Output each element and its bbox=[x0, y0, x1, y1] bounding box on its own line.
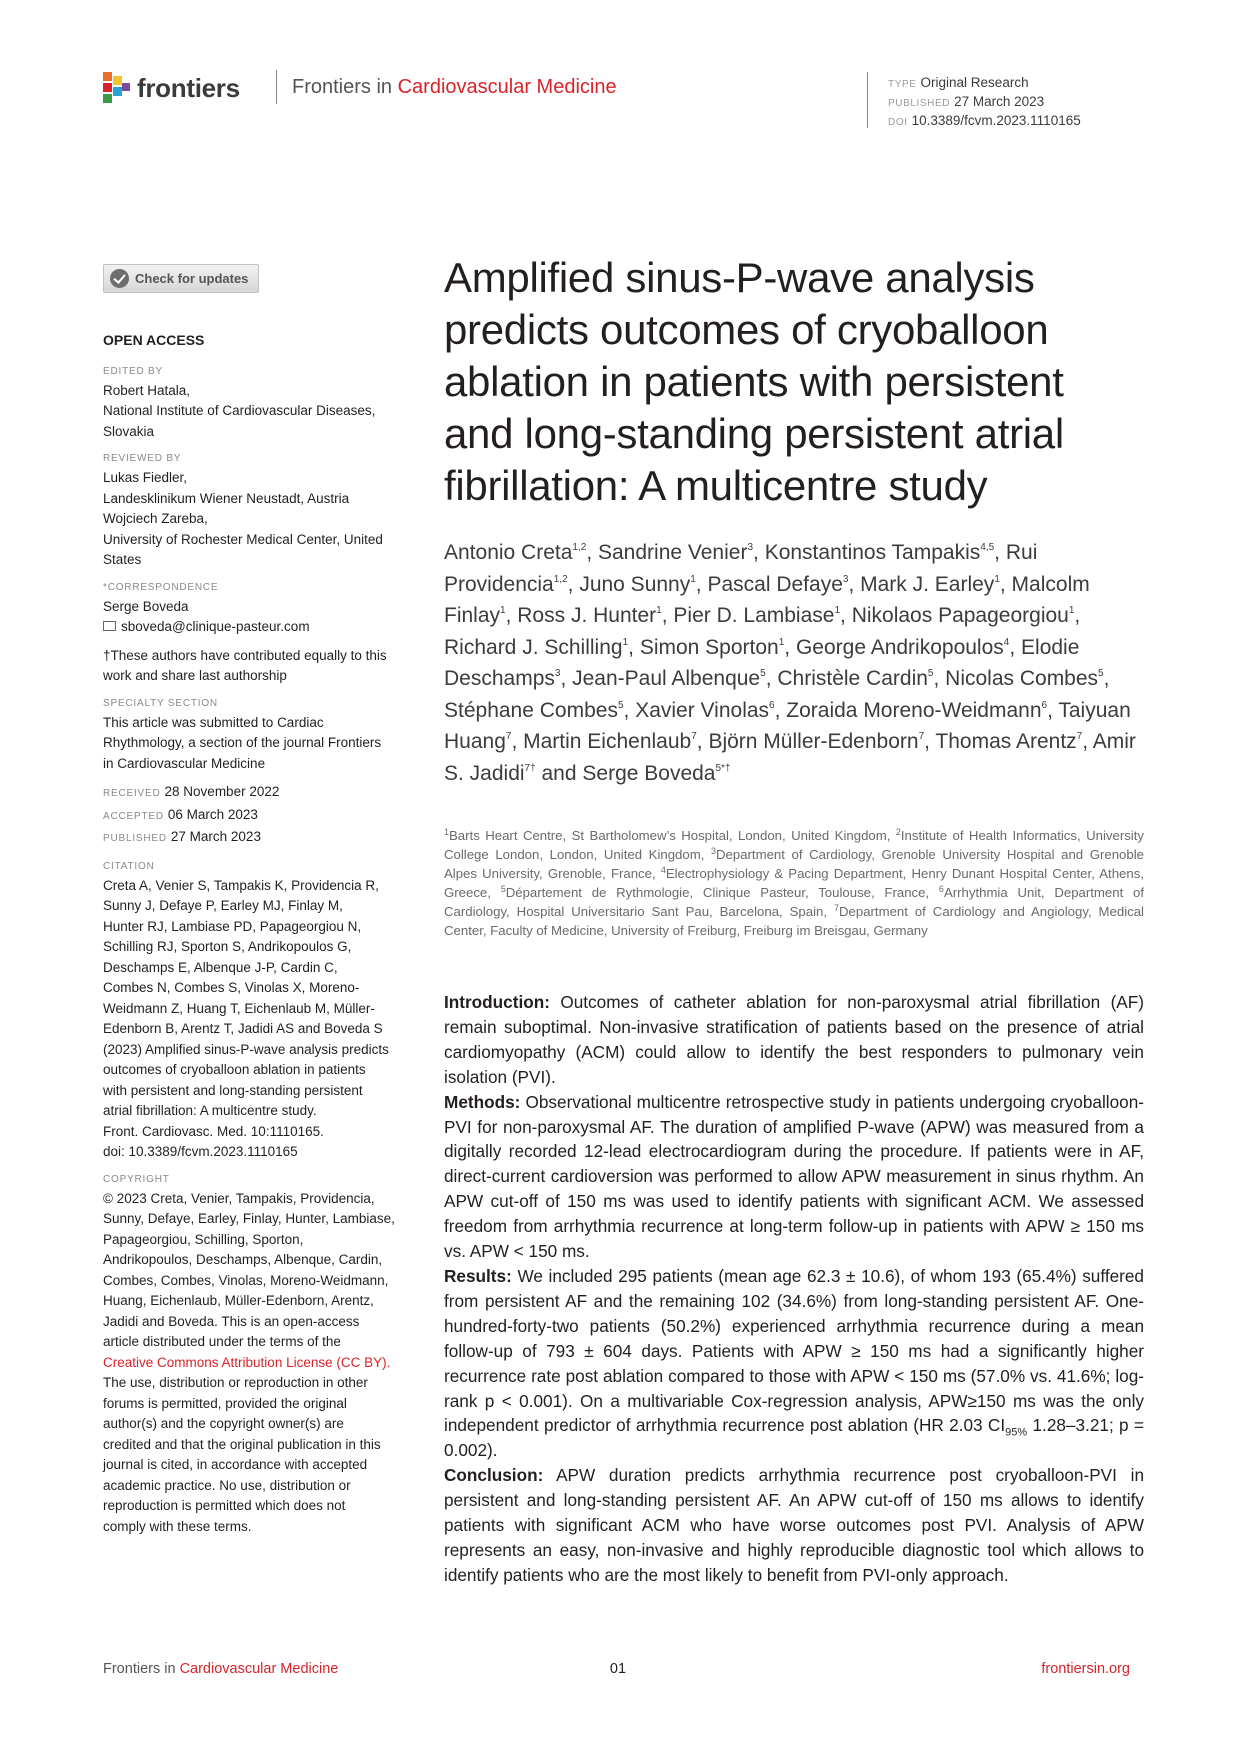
author-name[interactable]: Pascal Defaye$^3$ bbox=[707, 572, 849, 596]
author-affiliation-marker: 5 bbox=[1098, 668, 1104, 679]
author-affiliation-marker: 1 bbox=[500, 605, 506, 616]
affiliation-item: $^1$Barts Heart Centre, St Bartholomew’s Hospital, London, United Kingdom, bbox=[444, 827, 891, 843]
author-affiliation-marker: 1 bbox=[1068, 605, 1075, 616]
author-name[interactable]: Xavier Vinolas$^6$ bbox=[635, 698, 775, 722]
affiliation-number: 1 bbox=[444, 827, 450, 837]
abstract-methods: Methods: Observational multicentre retrospective study in patients undergoing cryoballoon-PVI for non-paroxysmal AF. The duration of amplified P-wave (APW) was measured from a digitally recorded 12-lead electrocardiogram during the procedure. If patients were in AF, direct-current cardioversion was performed to allow APW measurement in sinus rhythm. An APW cut-off of 150 ms was used to identify patients with significant ACM. We assessed freedom from arrhythmia recurrence at long-term follow-up in patients with APW ≥ 150 ms vs. APW < 150 ms. bbox=[444, 1091, 1144, 1262]
meta-divider bbox=[867, 72, 868, 128]
author-name[interactable]: Amir S. Jadidi$^{7\dagger}$ bbox=[444, 730, 1136, 785]
author-name[interactable]: Ross J. Hunter$^1$ bbox=[517, 604, 662, 627]
affiliation-item: $^4$Electrophysiology & Pacing Department, Henry Dunant Hospital Center, Athens, Greece, bbox=[444, 865, 1144, 900]
author-affiliation-marker: 4 bbox=[1003, 636, 1010, 648]
author-name[interactable]: Jean-Paul Albenque$^5$ bbox=[572, 667, 766, 690]
author-affiliation-marker: 6 bbox=[1041, 699, 1048, 711]
correspondence-name: Serge Boveda bbox=[103, 598, 189, 614]
envelope-icon bbox=[103, 621, 116, 631]
author-conjunction: and bbox=[535, 761, 583, 785]
author-name[interactable]: Thomas Arentz$^7$ bbox=[935, 730, 1083, 753]
footer-journal[interactable]: Frontiers in Cardiovascular Medicine bbox=[103, 1661, 339, 1677]
citation-label: CITATION bbox=[103, 860, 155, 872]
footer-site-link[interactable]: frontiersin.org bbox=[1041, 1661, 1130, 1677]
cc-by-license-link[interactable]: Creative Commons Attribution License (CC BY). bbox=[103, 1354, 391, 1370]
frontiers-logo-icon bbox=[103, 72, 131, 104]
correspondence-email[interactable]: sboveda@clinique-pasteur.com bbox=[103, 617, 423, 638]
author-name[interactable]: Konstantinos Tampakis$^{4,5}$ bbox=[764, 541, 995, 564]
author-name[interactable]: Sandrine Venier$^3$ bbox=[598, 541, 754, 564]
received-date: 28 November 2022 bbox=[164, 784, 280, 799]
author-affiliation-marker: 7 bbox=[1076, 731, 1083, 742]
author-name[interactable]: Serge Boveda$^{5*\dagger}$ bbox=[582, 761, 731, 785]
author-name[interactable]: Mark J. Earley$^1$ bbox=[860, 572, 1000, 596]
affiliation-number: 2 bbox=[895, 827, 901, 837]
author-affiliation-marker: 7 bbox=[691, 731, 697, 742]
affiliation-item: $^6$Arrhythmia Unit, Department of Cardiology, Hospital Universitario Sant Pau, Barcelona, Spain, bbox=[444, 884, 1145, 919]
affiliation-number: 3 bbox=[711, 846, 717, 856]
author-name[interactable]: George Andrikopoulos$^4$ bbox=[795, 635, 1010, 659]
methods-heading: Methods: bbox=[444, 1091, 521, 1112]
author-affiliation-marker: 5 bbox=[617, 699, 624, 711]
check-icon bbox=[110, 269, 129, 288]
affiliation-number: 6 bbox=[938, 884, 944, 894]
author-affiliation-marker: 5 bbox=[760, 668, 766, 679]
author-list: Antonio Creta$^{1,2}$, Sandrine Venier$^3$, Konstantinos Tampakis$^{4,5}$, Rui Providencia$^{1,2}$, Juno Sunny$^1$, Pascal Defaye$^3$, Mark J. Earley$^1$, Malcolm Finlay$^1$, Ross J. Hunter$^1$, Pier D. Lambiase$^1$, Nikolaos Papageorgiou$^1$, Richard J. Schilling$^1$, Simon Sporton$^1$, George Andrikopoulos$^4$, Elodie Deschamps$^3$, Jean-Paul Albenque$^5$, Christèle Cardin$^5$, Nicolas Combes$^5$, Stéphane Combes$^5$, Xavier Vinolas$^6$, Zoraida Moreno-Weidmann$^6$, Taiyuan Huang$^7$, Martin Eichenlaub$^7$, Björn Müller-Edenborn$^7$, Thomas Arentz$^7$, Amir S. Jadidi$^{7\dagger}$ and Serge Boveda$^{5*\dagger}$ bbox=[444, 541, 1136, 785]
article-type: Original Research bbox=[920, 75, 1029, 90]
open-access-label: OPEN ACCESS bbox=[103, 332, 205, 348]
frontiers-logo[interactable] bbox=[103, 70, 240, 106]
accepted-date: 06 March 2023 bbox=[167, 806, 258, 822]
journal-name[interactable]: Frontiers in Cardiovascular Medicine bbox=[292, 76, 617, 98]
edited-by-label: EDITED BY bbox=[103, 365, 163, 377]
author-affiliation-marker: 6 bbox=[769, 699, 775, 711]
reviewed-by-label: REVIEWED BY bbox=[103, 453, 182, 464]
results-heading: Results: bbox=[444, 1265, 512, 1286]
author-name[interactable]: Martin Eichenlaub$^7$ bbox=[523, 730, 697, 753]
author-affiliation-marker: 4,5 bbox=[980, 542, 995, 553]
affiliation-item: $^7$Department of Cardiology and Angiology, Medical Center, Faculty of Medicine, University of Freiburg, Freiburg im Breisgau, Germany bbox=[444, 903, 1144, 938]
author-name[interactable]: Rui Providencia$^{1,2}$ bbox=[444, 541, 1038, 596]
doi-link[interactable]: 10.3389/fcvm.2023.1110165 bbox=[911, 113, 1081, 128]
abstract bbox=[444, 990, 1144, 1588]
header-separator bbox=[276, 70, 277, 104]
author-affiliation-marker: 7 bbox=[505, 731, 512, 742]
citation: Creta A, Venier S, Tampakis K, Providencia R, Sunny J, Defaye P, Earley MJ, Finlay M, Hunter RJ, Lambiase PD, Papageorgiou N, Schilling RJ, Sporton S, Andrikopoulos G, Deschamps E, Albenque J-P, Cardin C, Combes N, Combes S, Vinolas X, Moreno- Weidmann Z, Huang T, Eichenlaub M, Müller- Edenborn B, Arentz T, Jadidi AS and Boveda S (2023) Amplified sinus-P-wave analysis predicts outcomes of cryoballoon ablation in patients with persistent and long-standing persistent atrial fibrillation: A multicentre study. Front. Cardiovasc. Med. 10:1110165. doi: 10.3389/fcvm.2023.1110165 bbox=[103, 877, 389, 1159]
affiliation-item: $^5$Département de Rythmologie, Clinique Pasteur, Toulouse, France, bbox=[500, 884, 930, 900]
specialty-section: This article was submitted to Cardiac Rhythmology, a section of the journal Frontiers in Cardiovascular Medicine bbox=[103, 714, 382, 771]
copyright-label: COPYRIGHT bbox=[103, 1173, 170, 1185]
author-affiliation-marker: 3 bbox=[747, 542, 754, 553]
author-affiliation-marker: 5*† bbox=[715, 762, 731, 774]
published-date: 27 March 2023 bbox=[954, 94, 1045, 109]
author-affiliation-marker: 1 bbox=[656, 605, 662, 616]
page-number: 01 bbox=[609, 1661, 627, 1677]
author-name[interactable]: Nikolaos Papageorgiou$^1$ bbox=[851, 604, 1075, 627]
author-name[interactable]: Elodie Deschamps$^3$ bbox=[444, 635, 1080, 690]
abstract-conclusion: Conclusion: APW duration predicts arrhythmia recurrence post cryoballoon-PVI in persistent and long-standing persistent AF. An APW cut-off of 150 ms allows to identify patients with significant ACM who have worse outcomes post PVI. Analysis of APW represents an easy, non-invasive and highly reproducible diagnostic tool which allows to identify patients who are the most likely to benefit from PVI-only approach. bbox=[444, 1465, 1145, 1585]
affiliation-item: $^3$Department of Cardiology, Grenoble University Hospital and Grenoble Alpes University, Grenoble, France, bbox=[444, 846, 1144, 881]
affiliations bbox=[444, 826, 1144, 940]
author-name[interactable]: Pier D. Lambiase$^1$ bbox=[673, 604, 841, 627]
brand-name: frontiers bbox=[137, 72, 240, 103]
author-name[interactable]: Zoraida Moreno-Weidmann$^6$ bbox=[786, 698, 1048, 722]
author-name[interactable]: Björn Müller-Edenborn$^7$ bbox=[708, 730, 925, 753]
conclusion-heading: Conclusion: bbox=[444, 1465, 544, 1486]
affiliation-number: 7 bbox=[833, 903, 839, 913]
author-affiliation-marker: 1 bbox=[834, 605, 841, 616]
edited-by: Robert Hatala, National Institute of Cardiovascular Diseases, Slovakia bbox=[103, 382, 376, 439]
author-name[interactable]: Taiyuan Huang$^7$ bbox=[444, 698, 1131, 753]
article-title: Amplified sinus-P-wave analysis predicts outcomes of cryoballoon ablation in patients with persistent and long-standing persistent atrial fibrillation: A multicentre study bbox=[444, 254, 1064, 509]
author-affiliation-marker: 1 bbox=[690, 573, 696, 585]
affiliation-item: $^2$Institute of Health Informatics, University College London, London, United Kingdom, bbox=[444, 827, 1144, 862]
author-affiliation-marker: 5 bbox=[927, 668, 934, 679]
abstract-introduction: Introduction: Outcomes of catheter ablation for non-paroxysmal atrial fibrillation (AF) remain suboptimal. Non-invasive stratification of patients based on the presence of atrial cardiomyopathy (ACM) could allow to identify the best responders to pulmonary vein isolation (PVI). bbox=[444, 992, 1144, 1087]
author-affiliation-marker: 3 bbox=[554, 668, 561, 679]
article-dates: RECEIVED 28 November 2022 ACCEPTED 06 March 2023 PUBLISHED 27 March 2023 bbox=[103, 784, 280, 844]
author-affiliation-marker: 1,2 bbox=[553, 573, 568, 585]
affiliation-number: 4 bbox=[660, 865, 666, 875]
specialty-section-label: SPECIALTY SECTION bbox=[103, 697, 218, 709]
reviewed-by: Lukas Fiedler, Landesklinikum Wiener Neustadt, Austria Wojciech Zareba, University of Rochester Medical Center, United States bbox=[103, 470, 383, 567]
author-affiliation-marker: 1,2 bbox=[572, 542, 587, 553]
article-meta: TYPE Original Research PUBLISHED 27 March 2023 DOI 10.3389/fcvm.2023.1110165 bbox=[888, 75, 1081, 128]
author-name[interactable]: Simon Sporton$^1$ bbox=[639, 635, 785, 659]
author-name[interactable]: Richard J. Schilling$^1$ bbox=[444, 635, 629, 659]
author-name[interactable]: Stéphane Combes$^5$ bbox=[444, 698, 624, 722]
author-affiliation-marker: 7† bbox=[524, 762, 536, 774]
author-name[interactable]: Christèle Cardin$^5$ bbox=[777, 667, 934, 690]
author-affiliation-marker: 1 bbox=[622, 636, 629, 648]
article-sidebar bbox=[103, 330, 423, 1537]
author-affiliation-marker: 7 bbox=[918, 731, 925, 742]
abstract-results: Results: We included 295 patients (mean age 62.3 ± 10.6), of whom 193 (65.4%) suffered from persistent AF and the remaining 102 (34.6%) from long-standing persistent AF. One-hundred-forty-two patients (50.2%) experienced arrhythmia recurrence during a mean follow-up of 793 ± 604 days. Patients with APW ≥ 150 ms had a significantly higher recurrence rate post ablation compared to those with APW < 150 ms (57.0% vs. 41.6%; log-rank p < 0.001). On a multivariable Cox-regression analysis, APW≥150 ms was the only independent predictor of arrhythmia recurrence post ablation (HR 2.03 $CI_{95\%}$ 1.28–3.21; p = 0.002). bbox=[444, 1265, 1144, 1461]
author-name[interactable]: Malcolm Finlay$^1$ bbox=[444, 572, 1090, 627]
author-name[interactable]: Nicolas Combes$^5$ bbox=[945, 667, 1104, 690]
author-affiliation-marker: 1 bbox=[994, 573, 1000, 585]
equal-contribution-note: †These authors have contributed equally to this work and share last authorship bbox=[103, 647, 387, 683]
author-affiliation-marker: 1 bbox=[778, 636, 785, 648]
copyright: © 2023 Creta, Venier, Tampakis, Providencia, Sunny, Defaye, Earley, Finlay, Hunter, Lambiase, Papageorgiou, Schilling, Sporton, Andrikopoulos, Deschamps, Albenque, Cardin, Combes, Combes, Vinolas, Moreno-Weidmann, Huang, Eichenlaub, Müller-Edenborn, Arentz, Jadidi and Boveda. This is an open-access article distributed under the terms of the Creative Commons Attribution License (CC BY). The use, distribution or reproduction in other forums is permitted, provided the original author(s) and the copyright owner(s) are credited and that the original publication in this journal is cited, in accordance with accepted academic practice. No use, distribution or reproduction is permitted which does not comply with these terms. bbox=[103, 1189, 423, 1538]
journal-title: Cardiovascular Medicine bbox=[397, 76, 617, 98]
check-for-updates-button[interactable]: Check for updates bbox=[103, 264, 259, 293]
sidebar-published-date: 27 March 2023 bbox=[170, 829, 261, 844]
affiliation-number: 5 bbox=[500, 884, 506, 894]
correspondence-label: *CORRESPONDENCE bbox=[103, 581, 219, 593]
author-name[interactable]: Juno Sunny$^1$ bbox=[579, 572, 696, 596]
introduction-heading: Introduction: bbox=[444, 992, 550, 1012]
author-affiliation-marker: 3 bbox=[842, 573, 849, 585]
author-name[interactable]: Antonio Creta$^{1,2}$ bbox=[444, 541, 587, 564]
